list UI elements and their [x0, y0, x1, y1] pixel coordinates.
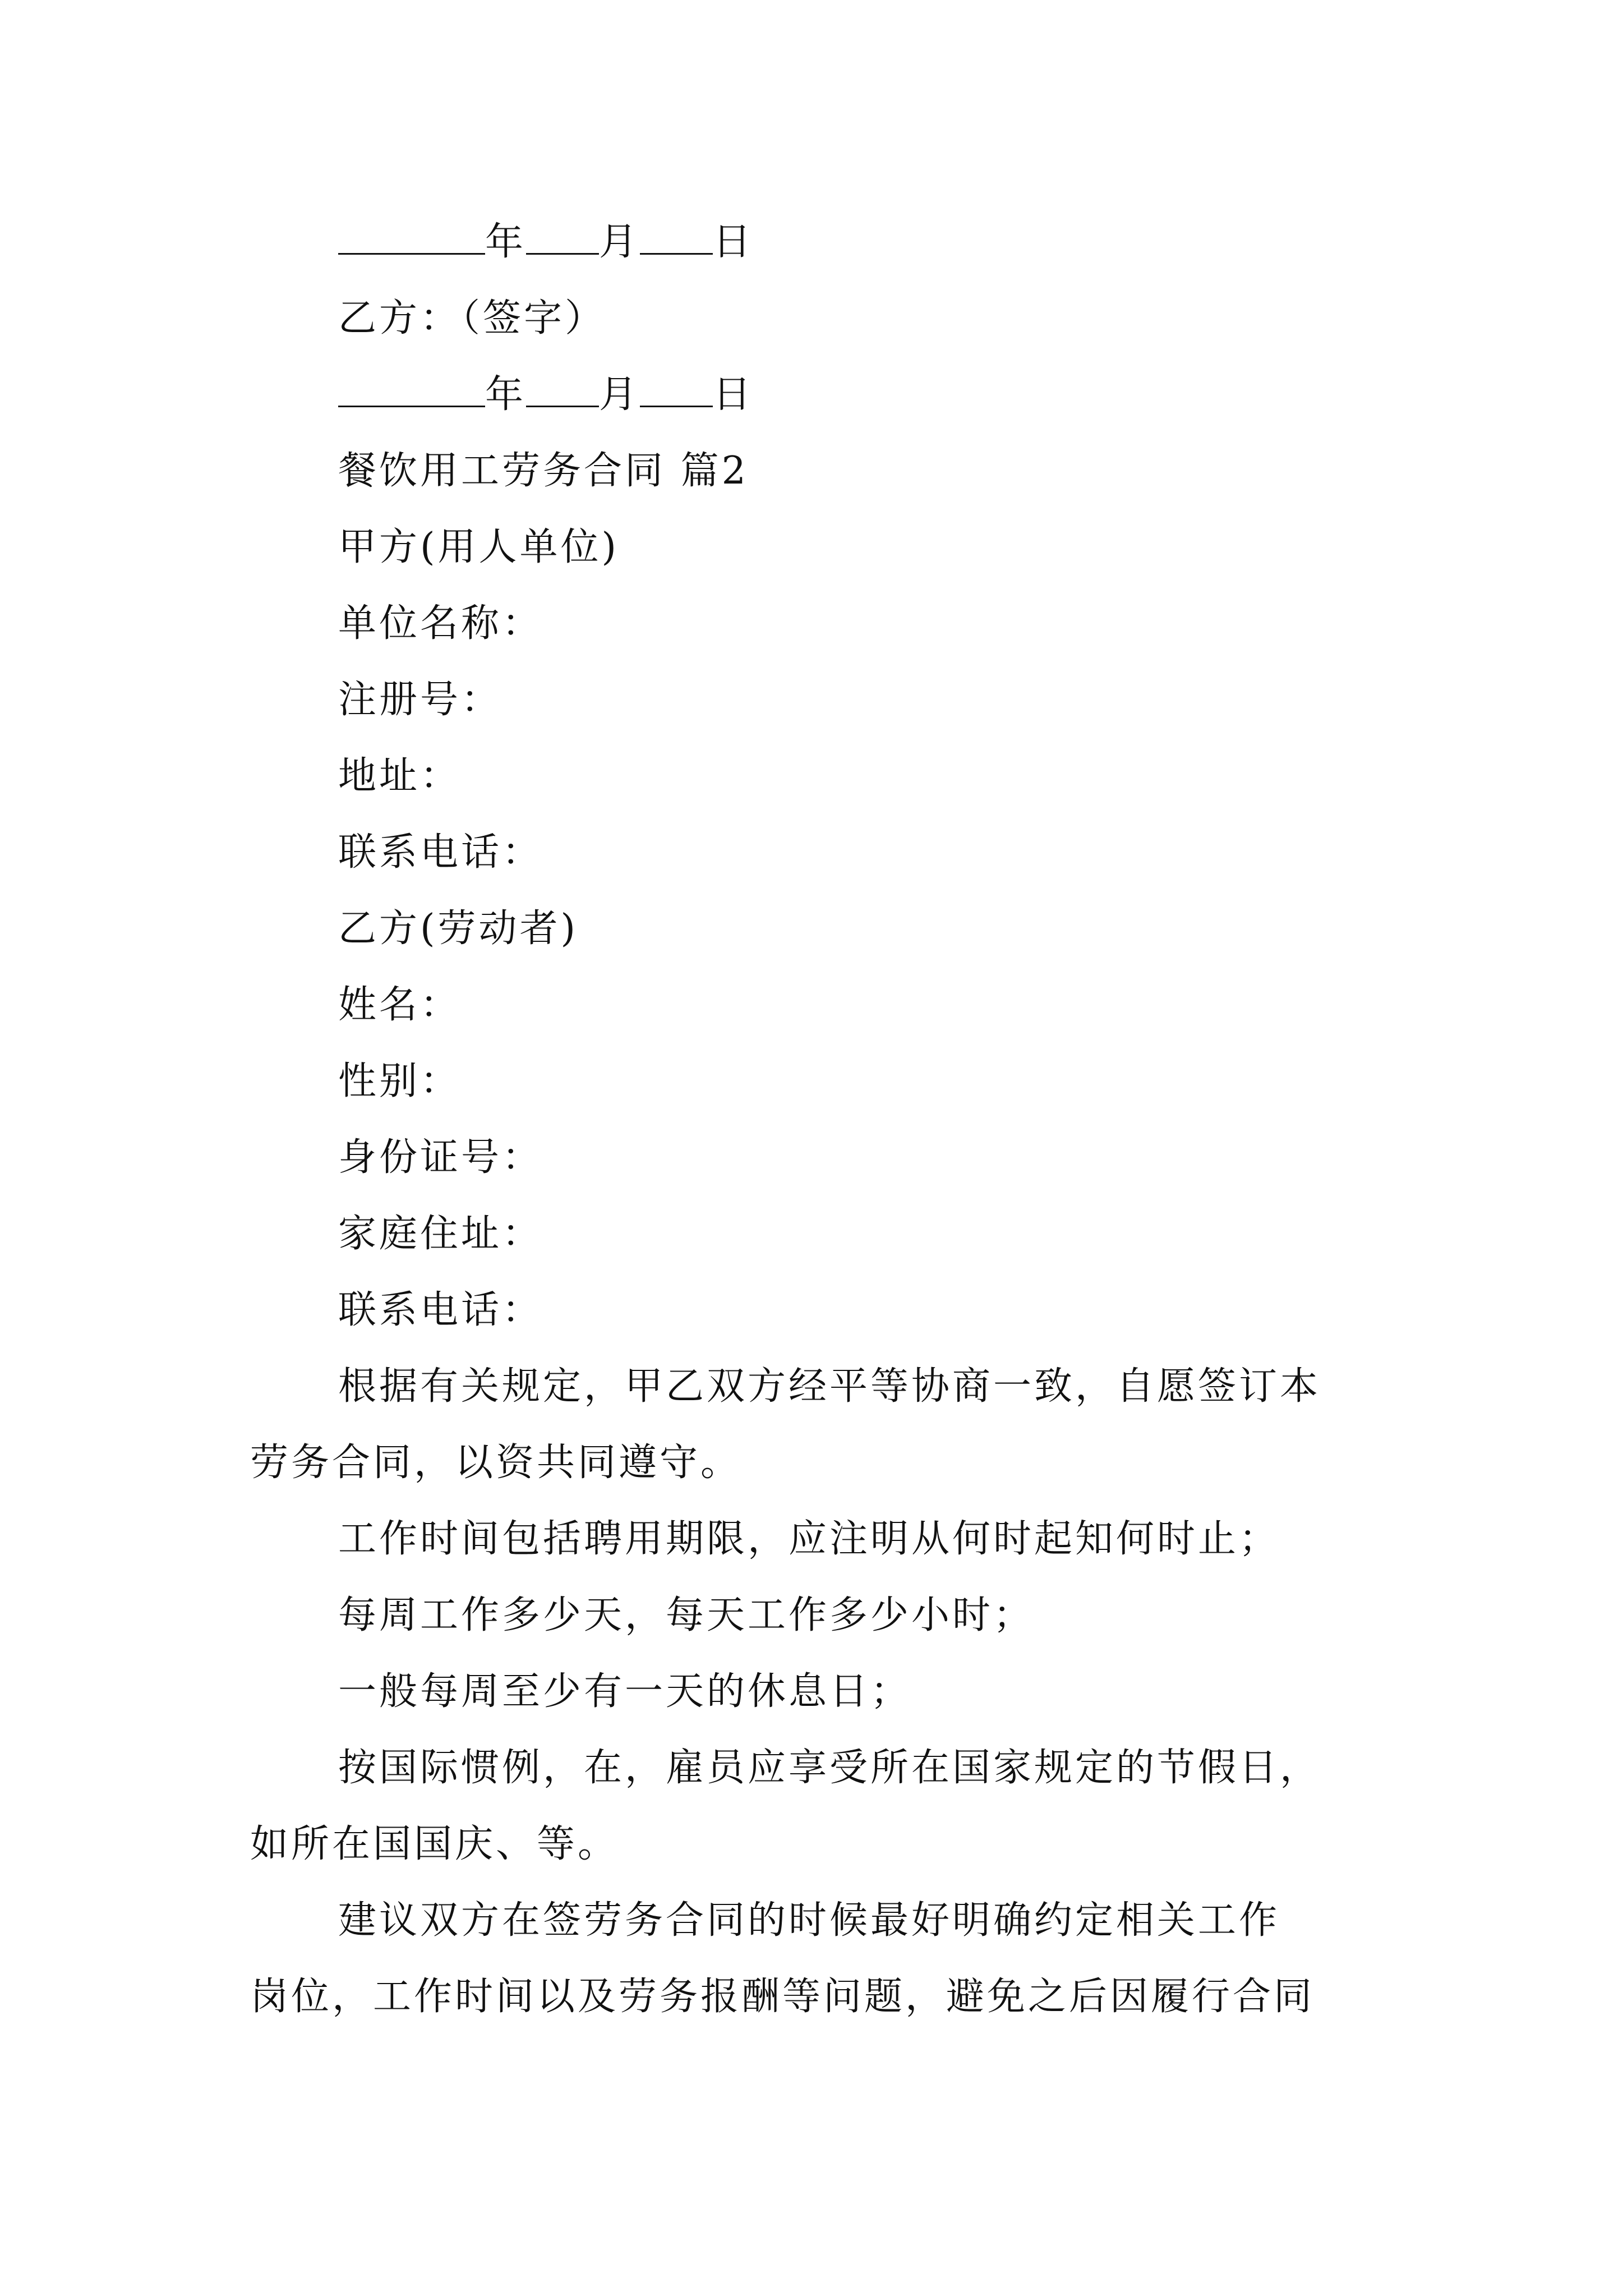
paragraph-4: 一般每周至少有一天的休息日； — [338, 1669, 912, 1714]
day-label: 日 — [713, 220, 754, 264]
party-b-phone-field: 联系电话： — [338, 1288, 543, 1332]
unit-name-field: 单位名称： — [338, 601, 543, 646]
party-b-heading: 乙方(劳动者) — [338, 907, 579, 951]
date-line-1 — [338, 220, 754, 265]
day-blank — [640, 224, 713, 255]
home-address-field: 家庭住址： — [338, 1212, 543, 1256]
month-label: 月 — [599, 220, 640, 264]
paragraph-5-line-1: 按国际惯例，在，雇员应享受所在国家规定的节假日， — [338, 1746, 1321, 1790]
paragraph-1-line-2: 劳务合同，以资共同遵守。 — [250, 1441, 742, 1485]
day-blank — [640, 376, 713, 407]
date-line-2 — [338, 372, 754, 417]
party-a-phone-field: 联系电话： — [338, 830, 543, 875]
name-field: 姓名： — [338, 983, 462, 1027]
month-blank — [526, 224, 599, 255]
paragraph-6-line-2: 岗位，工作时间以及劳务报酬等问题，避免之后因履行合同 — [250, 1975, 1315, 2019]
paragraph-5-line-2: 如所在国国庆、等。 — [250, 1822, 619, 1866]
month-label: 月 — [599, 372, 640, 417]
year-blank — [338, 224, 485, 255]
id-number-field: 身份证号： — [338, 1135, 543, 1180]
registration-number-field: 注册号： — [338, 678, 502, 722]
day-label: 日 — [713, 372, 754, 417]
year-label: 年 — [485, 372, 527, 417]
paragraph-1-line-1: 根据有关规定，甲乙双方经平等协商一致，自愿签订本 — [338, 1364, 1321, 1409]
paragraph-6-line-1: 建议双方在签劳务合同的时候最好明确约定相关工作 — [338, 1898, 1280, 1943]
gender-field: 性别： — [338, 1059, 462, 1103]
paragraph-3: 每周工作多少天，每天工作多少小时； — [338, 1593, 1035, 1637]
party-b-signature: 乙方：（签字） — [338, 296, 606, 341]
address-field: 地址： — [338, 754, 462, 798]
month-blank — [526, 376, 599, 407]
year-blank — [338, 376, 485, 407]
paragraph-2: 工作时间包括聘用期限，应注明从何时起知何时止； — [338, 1517, 1280, 1561]
section-title: 餐饮用工劳务合同 篇2 — [338, 449, 749, 493]
year-label: 年 — [485, 220, 527, 264]
party-a-heading: 甲方(用人单位) — [338, 525, 620, 569]
